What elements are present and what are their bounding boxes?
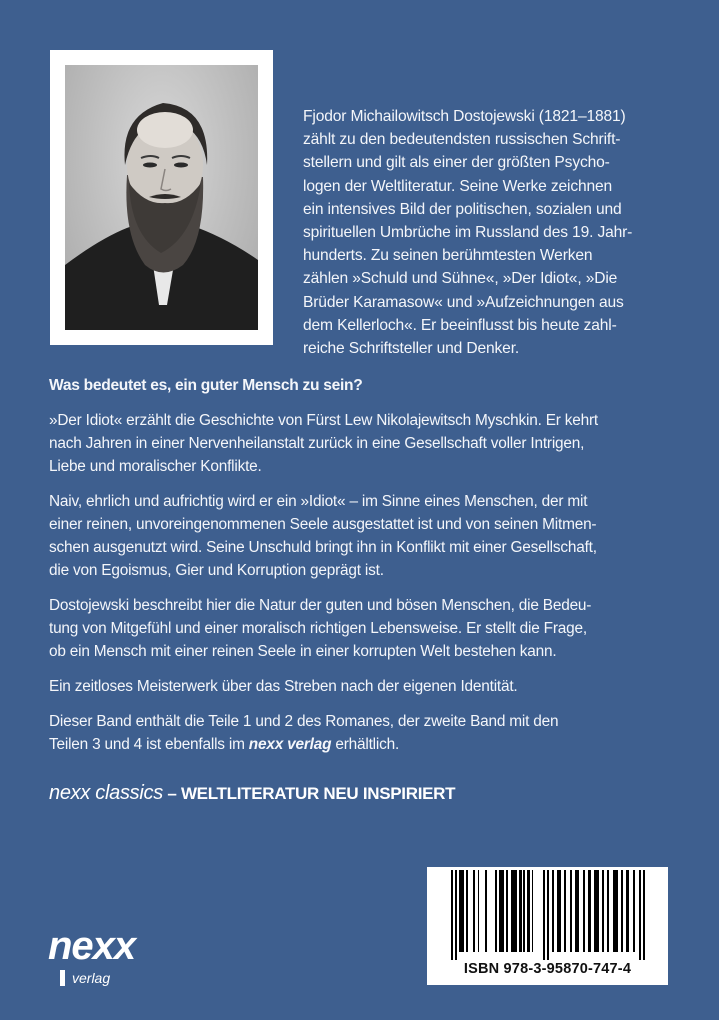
publisher-name-emphasis: nexx verlag [248, 736, 332, 753]
blurb-paragraph [49, 594, 679, 663]
isbn-label: ISBN 978-3-95870-747-4 [463, 961, 632, 977]
blurb-line: die von Egoismus, Gier und Korruption geprägt ist. [49, 562, 384, 579]
logo-subtitle: verlag [72, 970, 111, 986]
tagline-text: WELTLITERATUR NEU INSPIRIERT [180, 784, 456, 803]
bio-line: ein intensives Bild der politischen, sozialen und [303, 200, 622, 218]
blurb-line: Dieser Band enthält die Teile 1 und 2 des Romanes, der zweite Band mit den [49, 713, 559, 730]
blurb-line [49, 733, 679, 756]
blurb-text: erhältlich. [331, 736, 400, 753]
blurb-heading: Was bedeutet es, ein guter Mensch zu sein? [49, 377, 363, 394]
bio-line: zählen »Schuld und Sühne«, »Der Idiot«, »Die [303, 270, 618, 288]
blurb-line: Ein zeitloses Meisterwerk über das Streben nach der eigenen Identität. [49, 678, 518, 695]
book-blurb [49, 374, 679, 768]
bio-line: stellern und gilt als einer der größten Psycho- [303, 154, 610, 172]
publisher-logo [48, 924, 158, 990]
isbn-barcode [427, 867, 668, 985]
bio-line: Fjodor Michailowitsch Dostojewski (1821–1881) [303, 108, 626, 125]
bio-line: Brüder Karamasow« und »Aufzeichnungen aus [303, 293, 624, 311]
bio-line: spirituellen Umbrüche im Russland des 19. Jahr- [303, 224, 633, 242]
series-brand: nexx classics [49, 782, 163, 804]
blurb-line: Dostojewski beschreibt hier die Natur der guten und bösen Menschen, die Bedeu- [49, 597, 592, 614]
bio-line: logen der Weltliteratur. Seine Werke zeichnen [303, 177, 613, 195]
blurb-line: tung von Mitgefühl und einer moralisch richtigen Lebensweise. Er stellt die Frage, [49, 620, 587, 637]
blurb-paragraph [49, 710, 679, 756]
blurb-line: ob ein Mensch mit einer reinen Seele in einer korrupten Welt bestehen kann. [49, 643, 557, 660]
author-photo-frame [50, 50, 273, 345]
bio-line: zählt zu den bedeutendsten russischen Schrift- [303, 131, 621, 149]
bookmark-icon [60, 970, 65, 986]
blurb-paragraph [49, 490, 679, 582]
bio-line: dem Kellerloch«. Er beeinflusst bis heute zahl- [303, 316, 617, 334]
blurb-line: nach Jahren in einer Nervenheilanstalt zurück in eine Gesellschaft voller Intrigen, [49, 435, 585, 452]
bio-line: hunderts. Zu seinen berühmtesten Werken [303, 247, 593, 265]
bio-line: reiche Schriftsteller und Denker. [303, 340, 520, 358]
blurb-text: Teilen 3 und 4 ist ebenfalls im [49, 736, 249, 753]
barcode-bars-icon [451, 870, 645, 960]
blurb-line: einer reinen, unvoreingenommenen Seele ausgestattet ist und von seinen Mitmen- [49, 516, 597, 533]
logo-wordmark: nexx [48, 924, 136, 968]
blurb-line: Naiv, ehrlich und aufrichtig wird er ein »Idiot« – im Sinne eines Menschen, der mit [49, 493, 588, 510]
portrait-illustration [65, 65, 258, 330]
series-tagline [49, 782, 455, 805]
blurb-paragraph [49, 409, 679, 478]
tagline-separator: – [162, 784, 181, 803]
author-bio [303, 105, 703, 360]
blurb-line: schen ausgenutzt wird. Seine Unschuld bringt ihn in Konflikt mit einer Gesellschaft, [49, 539, 597, 556]
blurb-line: Liebe und moralischer Konflikte. [49, 458, 262, 475]
blurb-paragraph [49, 675, 679, 698]
blurb-line: »Der Idiot« erzählt die Geschichte von Fürst Lew Nikolajewitsch Myschkin. Er kehrt [49, 412, 599, 429]
author-photo [65, 65, 258, 330]
